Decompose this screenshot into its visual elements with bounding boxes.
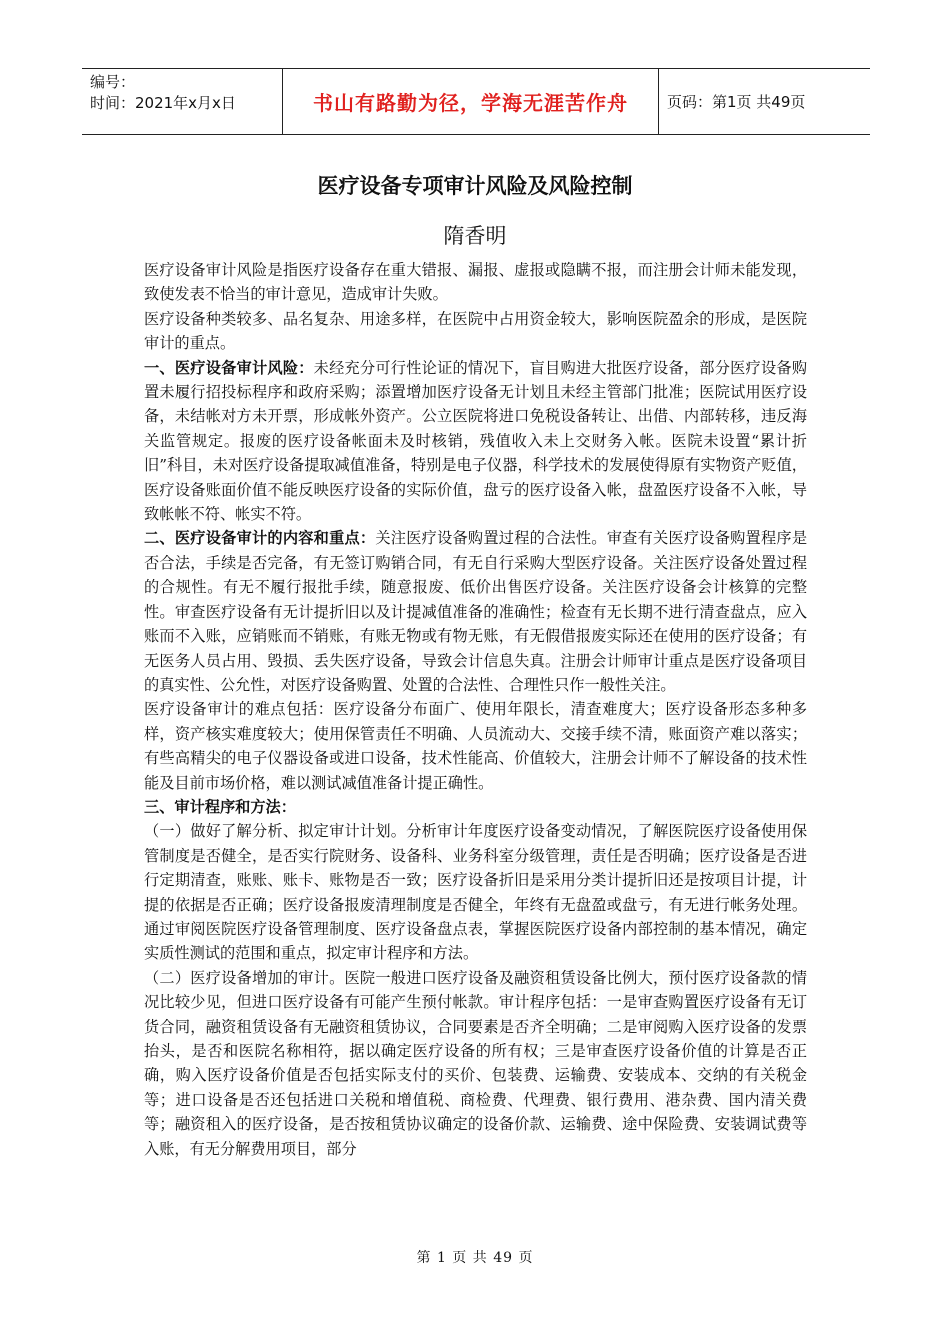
paragraph-text: 医疗设备种类较多、品名复杂、用途多样，在医院中占用资金较大，影响医院盈余的形成，是医院审计的重点。 (144, 309, 807, 353)
page-footer: 第 1 页 共 49 页 (416, 1250, 534, 1266)
document-time-label: 时间：2021年x月x日 (90, 94, 236, 112)
header-left-cell (82, 69, 282, 134)
paragraph (144, 258, 807, 307)
header-motto: 书山有路勤为径，学海无涯苦作舟 (282, 69, 659, 134)
paragraph (144, 819, 807, 965)
paragraph-text: 未经充分可行性论证的情况下，盲目购进大批医疗设备，部分医疗设备购置未履行招投标程序和政府采购；添置增加医疗设备无计划且未经主管部门批准；医院试用医疗设备，未结帐对方未开票，形成帐外资产。公立医院将进口免税设备转让、出借、内部转移，违反海关监管规定。报废的医疗设备帐面未及时核销，残值收入未上交财务入帐。医院未设置“累计折旧”科目，未对医疗设备提取减值准备，特别是电子仪器，科学技术的发展使得原有实物资产贬值，医疗设备账面价值不能反映医疗设备的实际价值，盘亏的医疗设备入帐，盘盈医疗设备不入帐，导致帐帐不符、帐实不符。 (144, 358, 808, 524)
page-header (82, 68, 870, 135)
paragraph-heading: 三、审计程序和方法： (144, 797, 296, 816)
paragraph (144, 697, 807, 795)
paragraph (144, 966, 807, 1161)
paragraph (144, 356, 807, 527)
document-body (144, 258, 807, 1161)
paragraph-text: （二）医疗设备增加的审计。医院一般进口医疗设备及融资租赁设备比例大，预付医疗设备款的情况比较少见，但进口医疗设备有可能产生预付帐款。审计程序包括：一是审查购置医疗设备有无订货合同，融资租赁设备有无融资租赁协议，合同要素是否齐全明确；二是审阅购入医疗设备的发票抬头，是否和医院名称相符，据以确定医疗设备的所有权；三是审查医疗设备价值的计算是否正确，购入医疗设备价值是否包括实际支付的买价、包装费、运输费、安装成本、交纳的有关税金等；进口设备是否还包括进口关税和增值税、商检费、代理费、银行费用、港杂费、国内清关费等；融资租入的医疗设备，是否按租赁协议确定的设备价款、运输费、途中保险费、安装调试费等入账，有无分解费用项目，部分 (144, 968, 807, 1158)
paragraph-text: 医疗设备审计的难点包括：医疗设备分布面广、使用年限长，清查难度大；医疗设备形态多种多样，资产核实难度较大；使用保管责任不明确、人员流动大、交接手续不清，账面资产难以落实；有些高精尖的电子仪器设备或进口设备，技术性能高、价值较大，注册会计师不了解设备的技术性能及目前市场价格，难以测试减值准备计提正确性。 (144, 700, 807, 792)
document-number-label: 编号： (90, 73, 136, 91)
paragraph-heading: 二、医疗设备审计的内容和重点： (144, 529, 376, 548)
paragraph (144, 526, 807, 697)
paragraph-text: 关注医疗设备购置过程的合法性。审查有关医疗设备购置程序是否合法，手续是否完备，有无签订购销合同，有无自行采购大型医疗设备。关注医疗设备处置过程的合规性。有无不履行报批手续，随意报废、低价出售医疗设备。关注医疗设备会计核算的完整性。审查医疗设备有无计提折旧以及计提减值准备的准确性；检查有无长期不进行清查盘点，应入账而不入账，应销账而不销账，有账无物或有物无账，有无假借报废实际还在使用的医疗设备；有无医务人员占用、毁损、丢失医疗设备，导致会计信息失真。注册会计师审计重点是医疗设备项目的真实性、公允性，对医疗设备购置、处置的合法性、合理性只作一般性关注。 (144, 529, 808, 694)
paragraph (144, 307, 807, 356)
paragraph (144, 795, 807, 819)
paragraph-heading: 一、医疗设备审计风险： (144, 358, 314, 377)
document-title: 医疗设备专项审计风险及风险控制 (317, 174, 633, 198)
paragraph-text: 医疗设备审计风险是指医疗设备存在重大错报、漏报、虚报或隐瞒不报，而注册会计师未能发现，致使发表不恰当的审计意见，造成审计失败。 (144, 261, 807, 304)
header-page-info: 页码：第1页 共49页 (667, 93, 806, 111)
document-author: 隋香明 (443, 224, 507, 248)
paragraph-text: （一）做好了解分析、拟定审计计划。分析审计年度医疗设备变动情况，了解医院医疗设备使用保管制度是否健全，是否实行院财务、设备科、业务科室分级管理，责任是否明确；医疗设备是否进行定期清查，账账、账卡、账物是否一致；医疗设备折旧是采用分类计提折旧还是按项目计提，计提的依据是否正确；医疗设备报废清理制度是否健全，年终有无盘盈或盘亏，有无进行帐务处理。通过审阅医院医疗设备管理制度、医疗设备盘点表，掌握医院医疗设备内部控制的基本情况，确定实质性测试的范围和重点，拟定审计程序和方法。 (144, 822, 807, 963)
